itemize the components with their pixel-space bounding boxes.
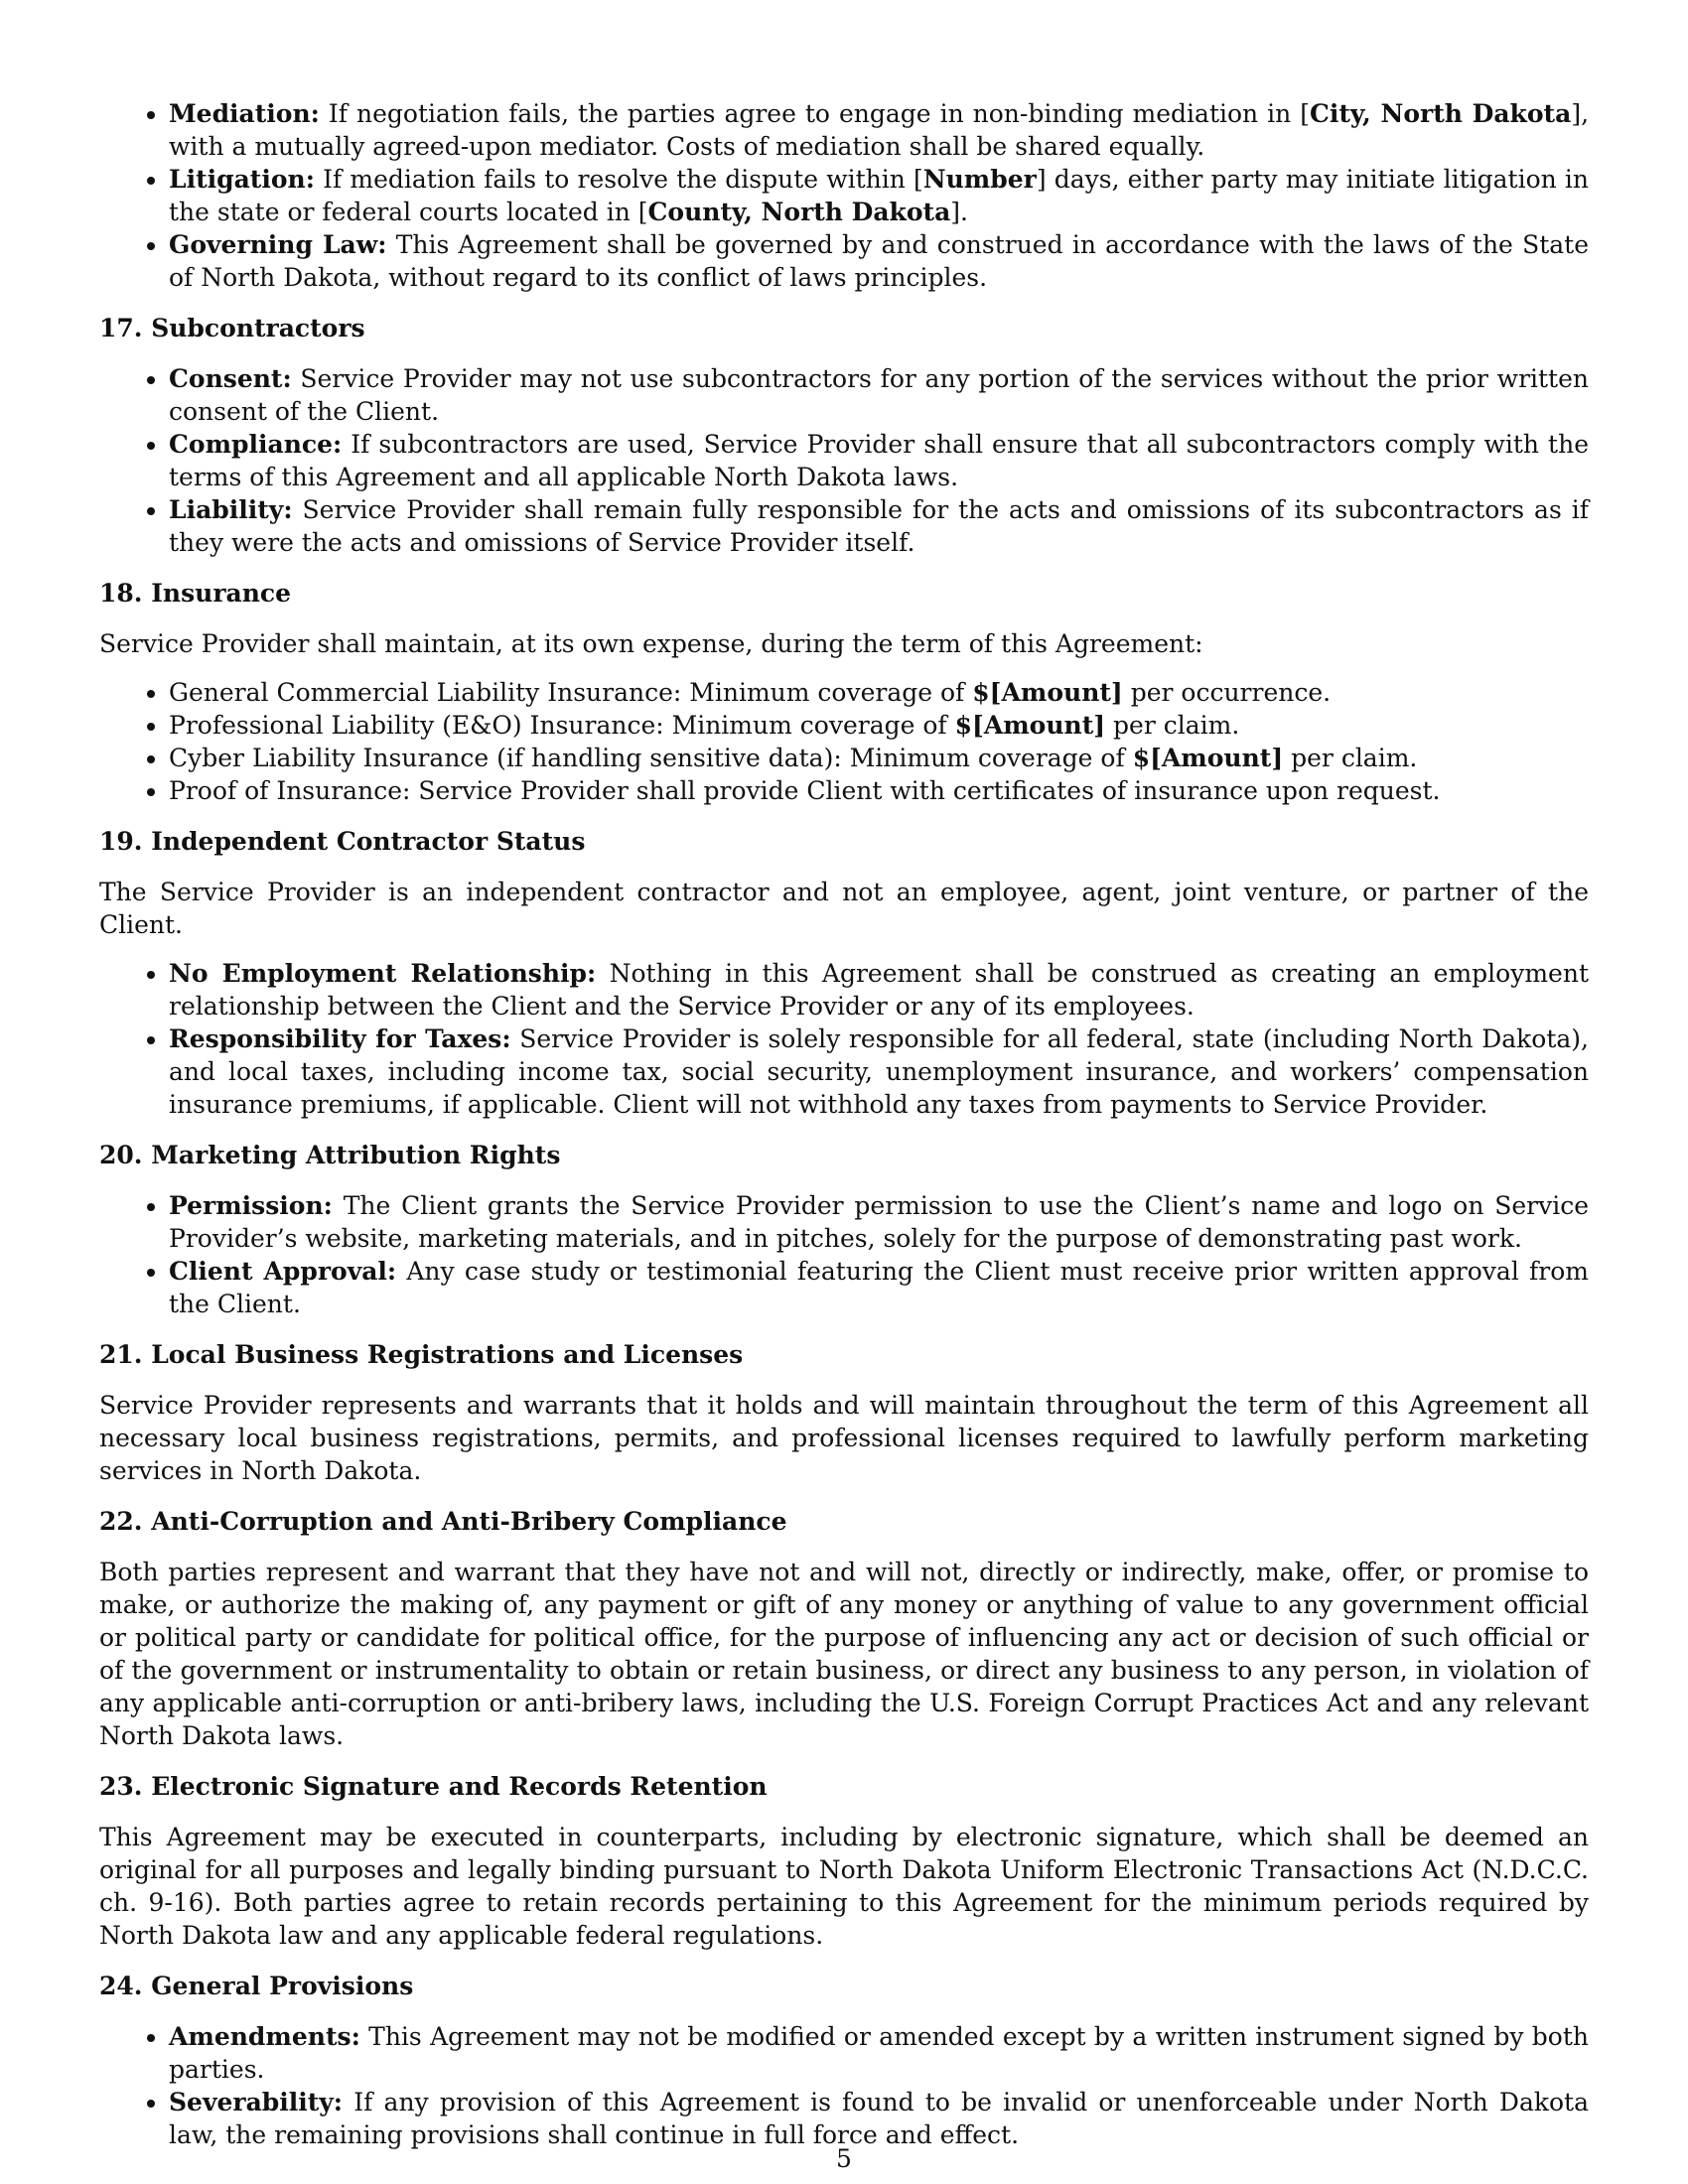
section-body: Both parties represent and warrant that they have not and will not, directly or indirectly, make, offer, or promise to make, or authorize the making of, any payment or gift of any money or anything of value to any government official or political party or candidate for political office, for the purpose of influencing any act or decision of such official or of the government or instrumentality to obtain or retain business, or direct any business to any person, in violation of any applicable anti-corruption or anti-bribery laws, including the U.S. Foreign Corrupt Practices Act and any relevant North Dakota laws. (99, 1558, 1589, 1750)
list-item (169, 493, 1589, 559)
item-label: Compliance: (169, 430, 343, 459)
item-label: Responsibility for Taxes: (169, 1024, 511, 1053)
item-label: Client Approval: (169, 1257, 397, 1286)
section-title: 19. Independent Contractor Status (99, 827, 586, 856)
document-page (99, 97, 1589, 2165)
general-provisions-list (99, 2020, 1589, 2151)
list-item-governing-law (169, 228, 1589, 294)
item-text: This Agreement may not be modified or amended except by a written instrument signed by both parties. (169, 2022, 1589, 2084)
item-text: Service Provider may not use subcontractors for any portion of the services without the prior written consent of the Client. (169, 364, 1589, 426)
item-label: Severability: (169, 2088, 344, 2116)
item-text: If any provision of this Agreement is found to be invalid or unenforceable under North Dakota law, the remaining provisions shall continue in full force and effect. (169, 2088, 1589, 2149)
item-text: per claim. (1283, 744, 1418, 772)
section-title: 24. General Provisions (99, 1972, 414, 2000)
item-text: Service Provider is solely responsible for all federal, state (including North Dakota), and local taxes, including income tax, social security, unemployment insurance, and workers’ compensation insurance premiums, if applicable. Client will not withhold any taxes from payments to Service Provider. (169, 1024, 1589, 1119)
list-item (169, 1023, 1589, 1121)
item-text: Any case study or testimonial featuring the Client must receive prior written approval from the Client. (169, 1257, 1589, 1318)
item-text: Professional Liability (E&O) Insurance: Minimum coverage of (169, 711, 955, 740)
item-amount: $[Amount] (1132, 744, 1284, 772)
list-item (169, 2020, 1589, 2086)
section-body: This Agreement may be executed in counterparts, including by electronic signature, which shall be deemed an original for all purposes and legally binding pursuant to North Dakota Uniform Electronic Transactions Act (N.D.C.C. ch. 9-16). Both parties agree to retain records pertaining to this Agreement for the minimum periods required by North Dakota law and any applicable federal regulations. (99, 1823, 1589, 1950)
list-item (169, 1255, 1589, 1320)
item-text: Nothing in this Agreement shall be construed as creating an employment relationship between the Client and the Service Provider or any of its employees. (169, 959, 1589, 1021)
section-title: 22. Anti-Corruption and Anti-Bribery Compliance (99, 1507, 787, 1536)
contractor-status-list (99, 957, 1589, 1121)
dispute-resolution-list (99, 97, 1589, 294)
item-text: ], with a mutually agreed-upon mediator. Costs of mediation shall be shared equally. (169, 99, 1590, 161)
section-title: 21. Local Business Registrations and Licenses (99, 1340, 744, 1369)
section-title: 23. Electronic Signature and Records Retention (99, 1772, 768, 1801)
item-label: Consent: (169, 364, 292, 393)
list-item (169, 774, 1589, 807)
item-amount: $[Amount] (954, 711, 1106, 740)
item-text: ]. (950, 198, 968, 226)
item-text: General Commercial Liability Insurance: Minimum coverage of (169, 678, 973, 707)
list-item-litigation (169, 163, 1589, 228)
item-label: Amendments: (169, 2022, 360, 2051)
item-text: The Client grants the Service Provider permission to use the Client’s name and logo on Service Provider’s website, marketing materials, and in pitches, solely for the purpose of demonstrating past work. (169, 1191, 1590, 1253)
section-title: 17. Subcontractors (99, 314, 365, 342)
item-text: Proof of Insurance: Service Provider shall provide Client with certificates of insurance upon request. (169, 776, 1441, 805)
list-item (169, 1189, 1589, 1255)
item-label: Permission: (169, 1191, 333, 1220)
list-item (169, 742, 1589, 774)
section-title: 18. Insurance (99, 579, 291, 608)
item-text: per occurrence. (1122, 678, 1332, 707)
item-text: Service Provider shall remain fully responsible for the acts and omissions of its subcontractors as if they were the acts and omissions of Service Provider itself. (169, 495, 1589, 557)
item-label: Mediation: (169, 99, 320, 128)
section-title: 20. Marketing Attribution Rights (99, 1141, 561, 1169)
list-item (169, 957, 1589, 1023)
marketing-attribution-list (99, 1189, 1589, 1320)
item-label: No Employment Relationship: (169, 959, 597, 988)
item-label: Governing Law: (169, 230, 387, 259)
section-body: Service Provider represents and warrants that it holds and will maintain throughout the term of this Agreement all necessary local business registrations, permits, and professional licenses required to lawfully perform marketing services in North Dakota. (99, 1391, 1589, 1485)
item-text: This Agreement shall be governed by and construed in accordance with the laws of the State of North Dakota, without regard to its conflict of laws principles. (169, 230, 1589, 292)
section-intro: The Service Provider is an independent contractor and not an employee, agent, joint venture, or partner of the Client. (99, 878, 1589, 939)
item-label: Litigation: (169, 165, 315, 194)
item-text: ] days, either party may initiate litigation in the state or federal courts located in [ (169, 165, 1589, 226)
list-item (169, 362, 1589, 428)
page-number: 5 (836, 2144, 852, 2173)
item-text: Cyber Liability Insurance (if handling sensitive data): Minimum coverage of (169, 744, 1133, 772)
item-text: If negotiation fails, the parties agree to engage in non-binding mediation in [ (328, 99, 1310, 128)
section-intro: Service Provider shall maintain, at its own expense, during the term of this Agreement: (99, 629, 1203, 658)
item-label: Liability: (169, 495, 293, 524)
insurance-list (99, 676, 1589, 807)
item-text: per claim. (1105, 711, 1240, 740)
list-item (169, 428, 1589, 493)
item-amount: $[Amount] (972, 678, 1123, 707)
subcontractors-list (99, 362, 1589, 559)
item-text: If mediation fails to resolve the dispute within [ (323, 165, 923, 194)
item-placeholder: County, North Dakota (647, 198, 951, 226)
item-text: If subcontractors are used, Service Provider shall ensure that all subcontractors comply with the terms of this Agreement and all applicable North Dakota laws. (169, 430, 1589, 491)
item-placeholder: City, North Dakota (1309, 99, 1572, 128)
list-item (169, 676, 1589, 709)
list-item-mediation (169, 97, 1589, 163)
list-item (169, 709, 1589, 742)
item-placeholder: Number (922, 165, 1037, 194)
